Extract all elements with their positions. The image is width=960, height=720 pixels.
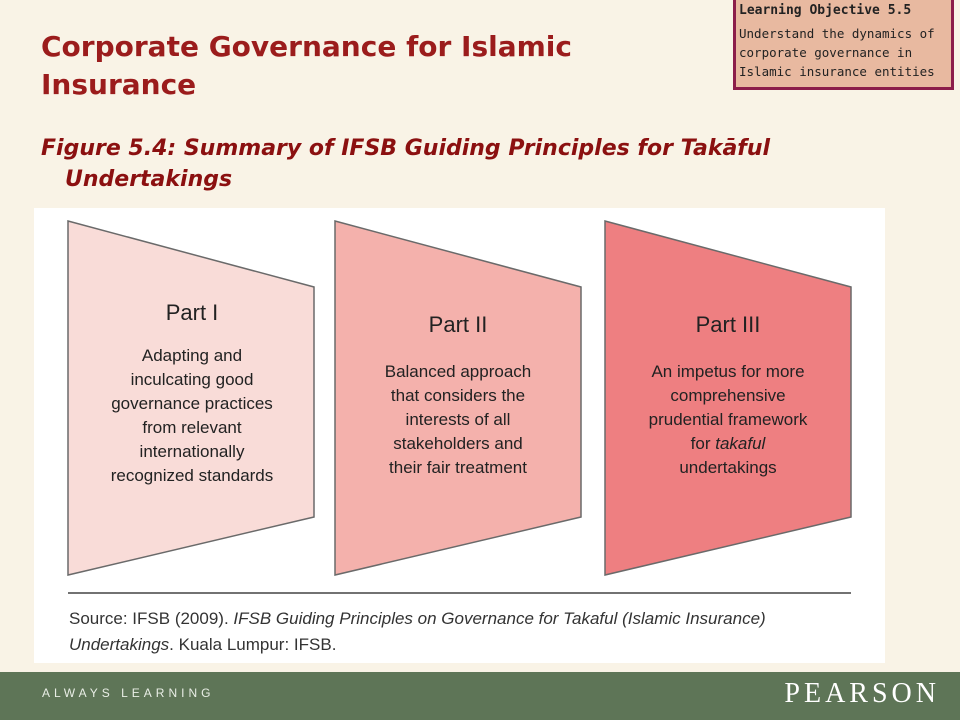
source-suffix: . Kuala Lumpur: IFSB. — [169, 635, 337, 654]
part-ii-text — [340, 312, 576, 480]
part-iii-description-takaful: takaful — [715, 434, 766, 453]
part-i-text — [74, 300, 310, 488]
part-iii-text — [610, 312, 846, 480]
learning-objective-heading: Learning Objective 5.5 — [739, 3, 912, 18]
figure-panel — [34, 208, 885, 663]
part-iii-description-start: An impetus for more comprehensive prudential framework for — [648, 362, 808, 453]
source-citation — [69, 606, 869, 658]
part-iii-title: Part III — [695, 312, 761, 337]
learning-objective-box — [733, 0, 954, 90]
footer-bar — [0, 672, 960, 720]
part-ii-title: Part II — [428, 312, 488, 337]
footer-tagline: ALWAYS LEARNING — [42, 686, 215, 700]
figure-caption: Figure 5.4: Summary of IFSB Guiding Principles for Takāful Undertakings — [41, 136, 771, 192]
part-i-title: Part I — [165, 300, 219, 325]
part-iii-description — [610, 360, 846, 480]
part-ii-description: Balanced approach that considers the interests of all stakeholders and their fair treatment — [384, 362, 532, 477]
source-title: IFSB Guiding Principles on Governance for Takaful (Islamic Insurance) Undertakings — [69, 609, 766, 654]
part-iii-description-end: undertakings — [679, 458, 777, 477]
slide-title: Corporate Governance for Islamic Insurance — [41, 30, 572, 101]
part-i-description: Adapting and inculcating good governance practices from relevant internationally recognized standards — [110, 346, 274, 485]
source-prefix: Source: IFSB (2009). — [69, 609, 234, 628]
learning-objective-text: Understand the dynamics of corporate governance in Islamic insurance entities — [739, 26, 935, 79]
pearson-logo: PEARSON — [784, 678, 940, 709]
